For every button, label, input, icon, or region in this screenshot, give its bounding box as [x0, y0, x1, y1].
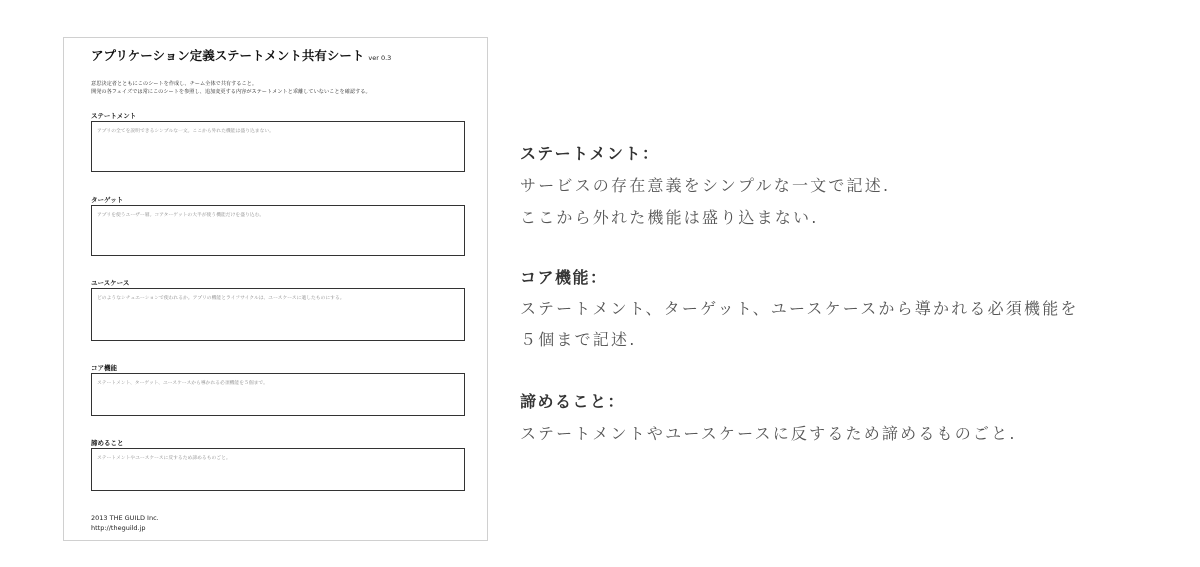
section-label-core-features: コア機能 [91, 364, 117, 372]
definition-sheet [63, 37, 488, 541]
explain-heading-core-features: コア機能： [520, 268, 608, 287]
sheet-title [91, 46, 391, 64]
section-hint: どのようなシチュエーションで使われるか。アプリの機能とライフサイクルは、ユースケースに適したものにする。 [97, 296, 345, 301]
section-hint: ステートメント、ターゲット、ユースケースから導かれる必須機能を５個まで。 [97, 381, 268, 386]
section-hint: アプリの全てを説明できるシンプルな一文。ここから外れた機能は盛り込まない。 [97, 129, 274, 134]
section-box-usecase[interactable] [91, 288, 465, 341]
explain-heading-give-up: 諦めること： [520, 392, 626, 411]
sheet-version: ver 0.3 [368, 54, 392, 62]
sheet-footer [91, 514, 159, 533]
intro-line: 開発の各フェイズでは常にこのシートを参照し、追加変更する内容がステートメントと乖離していないことを確認する。 [91, 89, 371, 95]
sheet-intro [91, 80, 371, 96]
sheet-title-text: アプリケーション定義ステートメント共有シート [91, 48, 365, 63]
explain-line: ここから外れた機能は盛り込まない. [520, 208, 819, 227]
section-label-usecase: ユースケース [91, 279, 130, 287]
intro-line: 意思決定者とともにこのシートを作成し、チーム全体で共有すること。 [91, 81, 258, 87]
section-hint: ステートメントやユースケースに反するため諦めるものごと。 [97, 456, 231, 461]
explain-line: ５個まで記述. [520, 330, 637, 349]
footer-url[interactable]: http://theguild.jp [91, 523, 146, 532]
section-box-target[interactable] [91, 205, 465, 256]
section-label-statement: ステートメント [91, 112, 137, 120]
explain-line: ステートメント、ターゲット、ユースケースから導かれる必須機能を [520, 299, 1079, 318]
section-box-give-up[interactable] [91, 448, 465, 491]
section-box-core-features[interactable] [91, 373, 465, 416]
section-hint: アプリを使うユーザー層。コアターゲットの大半が使う機能だけを盛り込む。 [97, 213, 265, 218]
section-box-statement[interactable] [91, 121, 465, 172]
footer-copyright: 2013 THE GUILD Inc. [91, 514, 159, 522]
explain-line: サービスの存在意義をシンプルな一文で記述. [520, 176, 891, 195]
section-label-give-up: 諦めること [91, 439, 124, 447]
explain-heading-statement: ステートメント： [520, 144, 660, 163]
explain-line: ステートメントやユースケースに反するため諦めるものごと. [520, 424, 1017, 443]
section-label-target: ターゲット [91, 196, 124, 204]
